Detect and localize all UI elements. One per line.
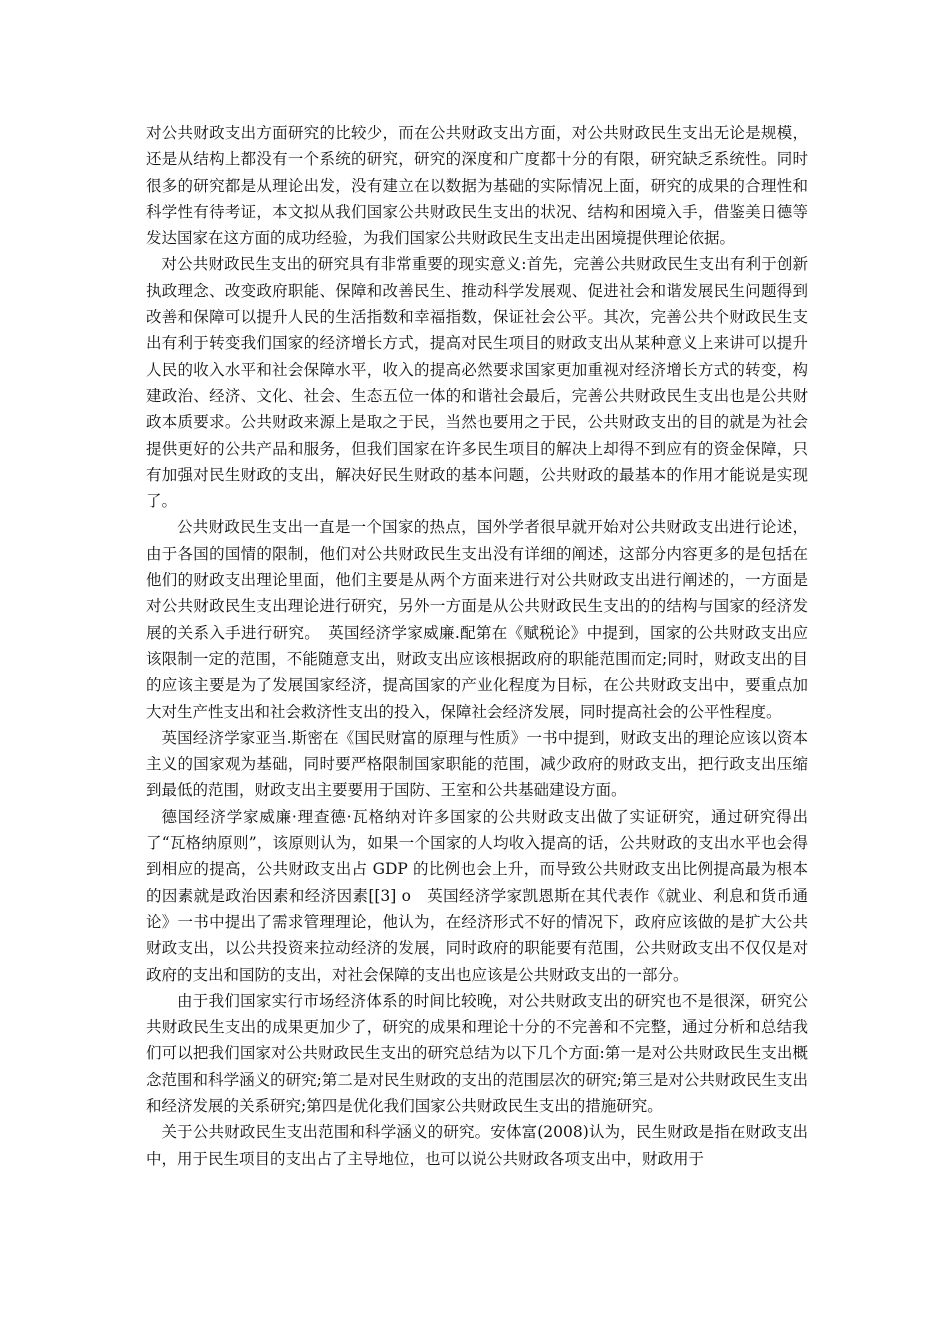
paragraph-6: 由于我们国家实行市场经济体系的时间比较晚，对公共财政支出的研究也不是很深，研究公共财政民生支出的成果更加少了，研究的成果和理论十分的不完善和不完整，通过分析和总结我们可以把我们国家对公共财政民生支出的研究总结为以下几个方面:第一是对公共财政民生支出概念范围和科学涵义的研究;第二是对民生财政的支出的范围层次的研究;第三是对公共财政民生支出和经济发展的关系研究;第四是优化我们国家公共财政民生支出的措施研究。 — [146, 991, 808, 1115]
paragraph-1: 对公共财政支出方面研究的比较少，而在公共财政支出方面，对公共财政民生支出无论是规模，还是从结构上都没有一个系统的研究，研究的深度和广度都十分的有限，研究缺乏系统性。同时很多的研究都是从理论出发，没有建立在以数据为基础的实际情况上面，研究的成果的合理性和科学性有待考证，本文拟从我们国家公共财政民生支出的状况、结构和困境入手，借鉴美日德等发达国家在这方面的成功经验，为我们国家公共财政民生支出走出困境提供理论依据。 — [146, 124, 808, 248]
paragraph-5: 德国经济学家威廉·理查德·瓦格纳对许多国家的公共财政支出做了实证研究，通过研究得出了“瓦格纳原则”，该原则认为，如果一个国家的人均收入提高的话，公共财政的支出水平也会得到相应的提高，公共财政支出占 GDP 的比例也会上升，而导致公共财政支出比例提高最为根本的因素就是政治因素和经济因素[[3] o 英国经济学家凯恩斯在其代表作《就业、利息和货币通论》一书中提出了需求管理理论，他认为，在经济形式不好的情况下，政府应该做的是扩大公共财政支出，以公共投资来拉动经济的发展，同时政府的职能要有范围，公共财政支出不仅仅是对政府的支出和国防的支出，对社会保障的支出也应该是公共财政支出的一部分。 — [146, 807, 808, 984]
paragraph-4: 英国经济学家亚当.斯密在《国民财富的原理与性质》一书中提到，财政支出的理论应该以资本主义的国家观为基础，同时要严格限制国家职能的范围，减少政府的财政支出，把行政支出压缩到最低的范围，财政支出主要要用于国防、王室和公共基础建设方面。 — [146, 728, 808, 800]
paragraph-7: 关于公共财政民生支出范围和科学涵义的研究。安体富(2008)认为，民生财政是指在财政支出中，用于民生项目的支出占了主导地位，也可以说公共财政各项支出中，财政用于 — [146, 1123, 808, 1168]
paragraph-2: 对公共财政民生支出的研究具有非常重要的现实意义:首先，完善公共财政民生支出有利于创新执政理念、改变政府职能、保障和改善民生、推动科学发展观、促进社会和谐发展民生问题得到改善和保障可以提升人民的生活指数和幸福指数，保证社会公平。其次，完善公共个财政民生支出有利于转变我们国家的经济增长方式，提高对民生项目的财政支出从某种意义上来讲可以提升人民的收入水平和社会保障水平，收入的提高必然要求国家更加重视对经济增长方式的转变，构建政治、经济、文化、社会、生态五位一体的和谐社会最后，完善公共财政民生支出也是公共财政本质要求。公共财政来源上是取之于民，当然也要用之于民，公共财政支出的目的就是为社会提供更好的公共产品和服务，但我们国家在许多民生项目的解决上却得不到应有的资金保障，只有加强对民生财政的支出，解决好民生财政的基本问题，公共财政的最基本的作用才能说是实现了。 — [146, 255, 808, 511]
paragraph-3: 公共财政民生支出一直是一个国家的热点，国外学者很早就开始对公共财政支出进行论述，由于各国的国情的限制，他们对公共财政民生支出没有详细的阐述，这部分内容更多的是包括在他们的财政支出理论里面，他们主要是从两个方面来进行对公共财政支出进行阐述的，一方面是对公共财政民生支出理论进行研究，另外一方面是从公共财政民生支出的的结构与国家的经济发展的关系入手进行研究。 英国经济学家威廉.配第在《赋税论》中提到，国家的公共财政支出应该限制一定的范围，不能随意支出，财政支出应该根据政府的职能范围而定;同时，财政支出的目的应该主要是为了发展国家经济，提高国家的产业化程度为目标，在公共财政支出中，要重点加大对生产性支出和社会救济性支出的投入，保障社会经济发展，同时提高社会的公平性程度。 — [146, 518, 808, 721]
document-body — [146, 120, 808, 1172]
